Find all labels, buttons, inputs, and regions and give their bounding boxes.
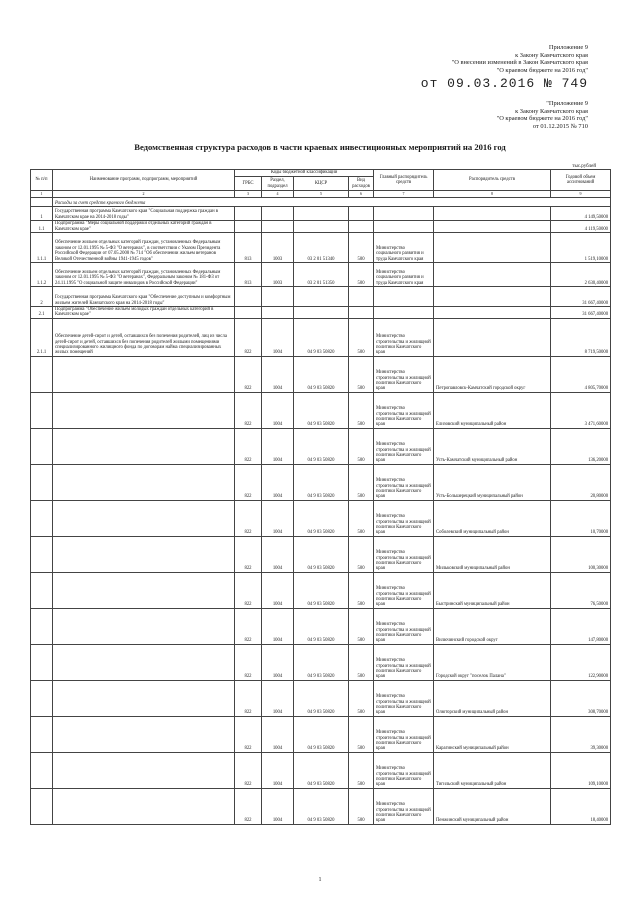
row-num: 1.1.1 (31, 233, 53, 263)
row-recipient: Мильковский муниципальный район (434, 536, 551, 572)
row-recipient: Вилючинский городской округ (434, 608, 551, 644)
table-row (31, 263, 611, 287)
row-name (53, 572, 235, 608)
row-num: 1.1.2 (31, 263, 53, 287)
row-name (53, 392, 235, 428)
row-num (31, 716, 53, 752)
col-total-header: Годовой объем ассигнований (551, 170, 611, 191)
row-vr: 500 (349, 644, 374, 680)
row-vr: 500 (349, 233, 374, 263)
row-grbs: 822 (235, 716, 262, 752)
row-num (31, 464, 53, 500)
col-recipient-header: Распорядитель средств (434, 170, 551, 191)
row-ksr: 03 2 01 51340 (294, 233, 349, 263)
row-name (53, 464, 235, 500)
row-section: 1004 (262, 716, 294, 752)
row-ksr (294, 221, 349, 233)
row-grbs (235, 221, 262, 233)
row-name (53, 536, 235, 572)
row-recipient: Карагинский муниципальный район (434, 716, 551, 752)
row-section: 1004 (262, 356, 294, 392)
row-vr: 500 (349, 608, 374, 644)
row-name (53, 788, 235, 824)
row-main-manager: Министерство строительства и жилищной политики Камчатского края (374, 356, 434, 392)
row-grbs: 822 (235, 644, 262, 680)
row-ksr (294, 207, 349, 221)
row-total: 20,80000 (551, 464, 611, 500)
row-section: 1004 (262, 536, 294, 572)
table-row (31, 207, 611, 221)
row-grbs: 813 (235, 263, 262, 287)
row-main-manager (374, 287, 434, 307)
row-ksr: 04 9 03 50820 (294, 788, 349, 824)
row-name (53, 752, 235, 788)
row-section: 1004 (262, 500, 294, 536)
row-section: 1004 (262, 644, 294, 680)
row-name: Обеспечение детей-сирот и детей, оставшихся без попечения родителей, лиц из числа детей-сирот и детей, оставшихся без попечения родителей жилыми помещениями специализированного жилищного фонда по договорам найма специализированных жилых помещений (53, 318, 235, 356)
col-name-header: Наименование программ, подпрограмм, мероприятий (53, 170, 235, 191)
row-total: 2 630,40000 (551, 263, 611, 287)
row-total: 18,40000 (551, 788, 611, 824)
row-main-manager: Министерство строительства и жилищной политики Камчатского края (374, 428, 434, 464)
table-row (31, 233, 611, 263)
row-total: 4 805,70000 (551, 356, 611, 392)
row-section: 1004 (262, 608, 294, 644)
row-name: Обеспечение жильем отдельных категорий граждан, установленных Федеральным законом от 12.01.1995 № 5-ФЗ "О ветеранах", Федеральным законом № 181-ФЗ от 24.11.1995 "О социальной защите инвалидов в Российской Федерации" (53, 263, 235, 287)
row-section (262, 287, 294, 307)
row-section: 1004 (262, 680, 294, 716)
row-grbs: 813 (235, 233, 262, 263)
row-main-manager: Министерство строительства и жилищной политики Камчатского края (374, 644, 434, 680)
row-section (262, 207, 294, 221)
row-vr: 500 (349, 464, 374, 500)
col-index: 3 (235, 191, 262, 198)
unit-label: тыс.рублей (572, 164, 596, 169)
row-recipient (434, 233, 551, 263)
row-recipient: Петропавловск-Камчатский городской округ (434, 356, 551, 392)
row-vr: 500 (349, 788, 374, 824)
row-section: 1003 (262, 233, 294, 263)
row-grbs: 822 (235, 464, 262, 500)
row-recipient (434, 307, 551, 319)
row-section: 1004 (262, 752, 294, 788)
row-total: 1 519,10000 (551, 233, 611, 263)
row-grbs: 822 (235, 608, 262, 644)
row-grbs: 822 (235, 536, 262, 572)
table-row (31, 572, 611, 608)
table-row (31, 500, 611, 536)
row-grbs (235, 307, 262, 319)
row-total: 39,30000 (551, 716, 611, 752)
row-total: 76,50000 (551, 572, 611, 608)
row-section: 1004 (262, 318, 294, 356)
table-row (31, 752, 611, 788)
col-index: 5 (294, 191, 349, 198)
row-name (53, 500, 235, 536)
row-grbs: 822 (235, 752, 262, 788)
row-vr (349, 221, 374, 233)
row-main-manager: Министерство строительства и жилищной политики Камчатского края (374, 318, 434, 356)
row-vr: 500 (349, 716, 374, 752)
row-grbs: 822 (235, 500, 262, 536)
table-row (31, 392, 611, 428)
row-vr: 500 (349, 428, 374, 464)
row-grbs: 822 (235, 680, 262, 716)
row-ksr: 04 9 03 50820 (294, 428, 349, 464)
row-total: 10,70000 (551, 500, 611, 536)
table-row (31, 318, 611, 356)
row-grbs: 822 (235, 356, 262, 392)
row-num (31, 788, 53, 824)
col-index: 9 (551, 191, 611, 198)
col-index: 6 (349, 191, 374, 198)
row-ksr: 04 9 03 50820 (294, 392, 349, 428)
row-main-manager: Министерство строительства и жилищной политики Камчатского края (374, 680, 434, 716)
col-grbs-header: ГРБС (235, 177, 262, 191)
row-total: 4 149,50000 (551, 207, 611, 221)
row-total: 308,70000 (551, 680, 611, 716)
row-num (31, 644, 53, 680)
table-row (31, 464, 611, 500)
row-vr (349, 207, 374, 221)
row-ksr: 04 9 03 50820 (294, 644, 349, 680)
row-vr: 500 (349, 680, 374, 716)
row-section: 1004 (262, 788, 294, 824)
table-row (31, 788, 611, 824)
row-recipient: Тигильский муниципальный район (434, 752, 551, 788)
appendix-header-amendment (421, 44, 588, 92)
table-row (31, 608, 611, 644)
row-vr: 500 (349, 572, 374, 608)
page-number: 1 (318, 877, 322, 883)
row-total: 109,10000 (551, 752, 611, 788)
col-num-header: № п/п (31, 170, 53, 191)
appendix-line: "Приложение 9 (546, 100, 588, 107)
row-ksr: 04 9 03 50820 (294, 464, 349, 500)
row-num: 1.1 (31, 221, 53, 233)
row-vr: 500 (349, 356, 374, 392)
row-grbs: 822 (235, 392, 262, 428)
row-vr: 500 (349, 500, 374, 536)
appendix-line: "О краевом бюджете на 2016 год" (496, 66, 588, 74)
row-grbs: 822 (235, 572, 262, 608)
row-name: Подпрограмма "Меры социальной поддержки отдельных категорий граждан в Камчатском крае" (53, 221, 235, 233)
handwritten-date-stamp: от 09.03.2016 № 749 (420, 76, 588, 92)
row-total: 31 667,40000 (551, 307, 611, 319)
appendix-line: от 01.12.2015 № 710 (532, 122, 588, 130)
row-section (262, 307, 294, 319)
table-row (31, 644, 611, 680)
col-index: 4 (262, 191, 294, 198)
row-recipient (434, 318, 551, 356)
row-main-manager: Министерство строительства и жилищной политики Камчатского края (374, 788, 434, 824)
row-num (31, 428, 53, 464)
row-total: 147,80000 (551, 608, 611, 644)
col-main-manager-header: Главный распорядитель средств (374, 170, 434, 191)
row-section: 1004 (262, 428, 294, 464)
row-ksr: 04 9 03 50820 (294, 680, 349, 716)
row-num (31, 392, 53, 428)
row-num (31, 680, 53, 716)
row-ksr (294, 287, 349, 307)
col-index: 7 (374, 191, 434, 198)
row-vr (349, 307, 374, 319)
row-total: 3 471,60000 (551, 392, 611, 428)
row-ksr: 04 9 03 50820 (294, 752, 349, 788)
row-name (53, 428, 235, 464)
col-index: 8 (434, 191, 551, 198)
row-num: 2.1 (31, 307, 53, 319)
row-total: 4 119,50000 (551, 221, 611, 233)
row-main-manager: Министерство строительства и жилищной политики Камчатского края (374, 500, 434, 536)
row-recipient (434, 287, 551, 307)
row-recipient: Городской округ "поселок Палана" (434, 644, 551, 680)
col-ksr-header: КЦСР (294, 177, 349, 191)
row-grbs: 822 (235, 788, 262, 824)
row-main-manager: Министерство строительства и жилищной политики Камчатского края (374, 392, 434, 428)
row-num (31, 536, 53, 572)
row-vr: 500 (349, 752, 374, 788)
row-recipient (434, 263, 551, 287)
row-section: 1004 (262, 392, 294, 428)
row-name (53, 608, 235, 644)
row-grbs (235, 287, 262, 307)
row-recipient (434, 221, 551, 233)
row-total: 8 719,50000 (551, 318, 611, 356)
row-name: Государственная программа Камчатского края "Социальная поддержка граждан в Камчатском крае на 2014-2018 годы" (53, 207, 235, 221)
col-vr-header: Вид расходов (349, 177, 374, 191)
row-ksr: 04 9 03 50820 (294, 608, 349, 644)
appendix-header-original (497, 100, 588, 130)
row-num (31, 572, 53, 608)
row-ksr: 04 9 03 50820 (294, 500, 349, 536)
row-ksr: 04 9 03 50820 (294, 536, 349, 572)
row-ksr: 04 9 03 50820 (294, 356, 349, 392)
row-main-manager: Министерство строительства и жилищной политики Камчатского края (374, 608, 434, 644)
table-row (31, 428, 611, 464)
row-num: 2 (31, 287, 53, 307)
row-section (262, 221, 294, 233)
row-num (31, 356, 53, 392)
row-grbs: 822 (235, 318, 262, 356)
section-cell (31, 198, 53, 207)
row-main-manager: Министерство строительства и жилищной политики Камчатского края (374, 464, 434, 500)
row-num (31, 608, 53, 644)
col-section-header: Раздел, подраздел (262, 177, 294, 191)
row-ksr: 04 9 03 50820 (294, 572, 349, 608)
row-vr: 500 (349, 536, 374, 572)
table-row (31, 680, 611, 716)
row-total: 122,90000 (551, 644, 611, 680)
col-index: 1 (31, 191, 53, 198)
row-recipient: Усть-Камчатский муниципальный район (434, 428, 551, 464)
row-recipient: Усть-Большерецкий муниципальный район (434, 464, 551, 500)
row-vr: 500 (349, 263, 374, 287)
table-row (31, 287, 611, 307)
row-recipient (434, 207, 551, 221)
row-name (53, 356, 235, 392)
row-name: Обеспечение жильем отдельных категорий граждан, установленных Федеральным законом от 12.01.1995 № 5-ФЗ "О ветеранах", в соответствии с Указом Президента Российской Федерации от 07.05.2008 № 714 "Об обеспечении жильем ветеранов Великой Отечественной войны 1941-1945 годов" (53, 233, 235, 263)
row-section: 1004 (262, 464, 294, 500)
row-name (53, 716, 235, 752)
row-name: Государственная программа Камчатского края "Обеспечение доступным и комфортным жильем жителей Камчатского края на 2014-2018 годы" (53, 287, 235, 307)
row-grbs (235, 207, 262, 221)
row-main-manager: Министерство социального развития и труда Камчатского края (374, 233, 434, 263)
row-main-manager: Министерство строительства и жилищной политики Камчатского края (374, 572, 434, 608)
appendix-line: "О краевом бюджете на 2016 год" (496, 115, 588, 123)
row-num: 2.1.1 (31, 318, 53, 356)
row-recipient: Соболевский муниципальный район (434, 500, 551, 536)
document-title: Ведомственная структура расходов в части краевых инвестиционных мероприятий на 2016 год (134, 142, 506, 152)
table-row (31, 307, 611, 319)
row-total: 100,30000 (551, 536, 611, 572)
table-row (31, 356, 611, 392)
row-main-manager (374, 221, 434, 233)
col-codes-group-header: Коды бюджетной классификации (235, 170, 374, 177)
col-index: 2 (53, 191, 235, 198)
row-name (53, 644, 235, 680)
expenditure-table (30, 169, 611, 825)
row-recipient: Быстринский муниципальный район (434, 572, 551, 608)
row-vr: 500 (349, 318, 374, 356)
row-ksr: 03 2 01 51350 (294, 263, 349, 287)
row-ksr (294, 307, 349, 319)
row-recipient: Пенжинский муниципальный район (434, 788, 551, 824)
table-row (31, 221, 611, 233)
row-total: 136,20000 (551, 428, 611, 464)
row-vr (349, 287, 374, 307)
row-recipient: Олюторский муниципальный район (434, 680, 551, 716)
appendix-line: Приложение 9 (548, 44, 588, 51)
row-main-manager: Министерство социального развития и труда Камчатского края (374, 263, 434, 287)
appendix-line: к Закону Камчатского края (515, 51, 588, 59)
row-ksr: 04 9 03 50820 (294, 716, 349, 752)
row-section: 1003 (262, 263, 294, 287)
row-recipient: Елизовский муниципальный район (434, 392, 551, 428)
row-name (53, 680, 235, 716)
row-num: 1 (31, 207, 53, 221)
row-total: 31 667,40000 (551, 287, 611, 307)
table-row (31, 536, 611, 572)
row-ksr: 04 9 03 50820 (294, 318, 349, 356)
appendix-line: к Закону Камчатского края (515, 107, 588, 115)
row-name: Подпрограмма "Обеспечение жильем молодых граждан отдельных категорий в Камчатском крае" (53, 307, 235, 319)
section-label: Расходы за счет средств краевого бюджета (53, 198, 611, 207)
row-num (31, 500, 53, 536)
row-main-manager (374, 307, 434, 319)
row-grbs: 822 (235, 428, 262, 464)
appendix-line: "О внесении изменений в Закон Камчатского края (451, 59, 588, 67)
row-main-manager: Министерство строительства и жилищной политики Камчатского края (374, 716, 434, 752)
table-row (31, 716, 611, 752)
row-main-manager (374, 207, 434, 221)
row-main-manager: Министерство строительства и жилищной политики Камчатского края (374, 752, 434, 788)
row-main-manager: Министерство строительства и жилищной политики Камчатского края (374, 536, 434, 572)
row-num (31, 752, 53, 788)
row-section: 1004 (262, 572, 294, 608)
row-vr: 500 (349, 392, 374, 428)
